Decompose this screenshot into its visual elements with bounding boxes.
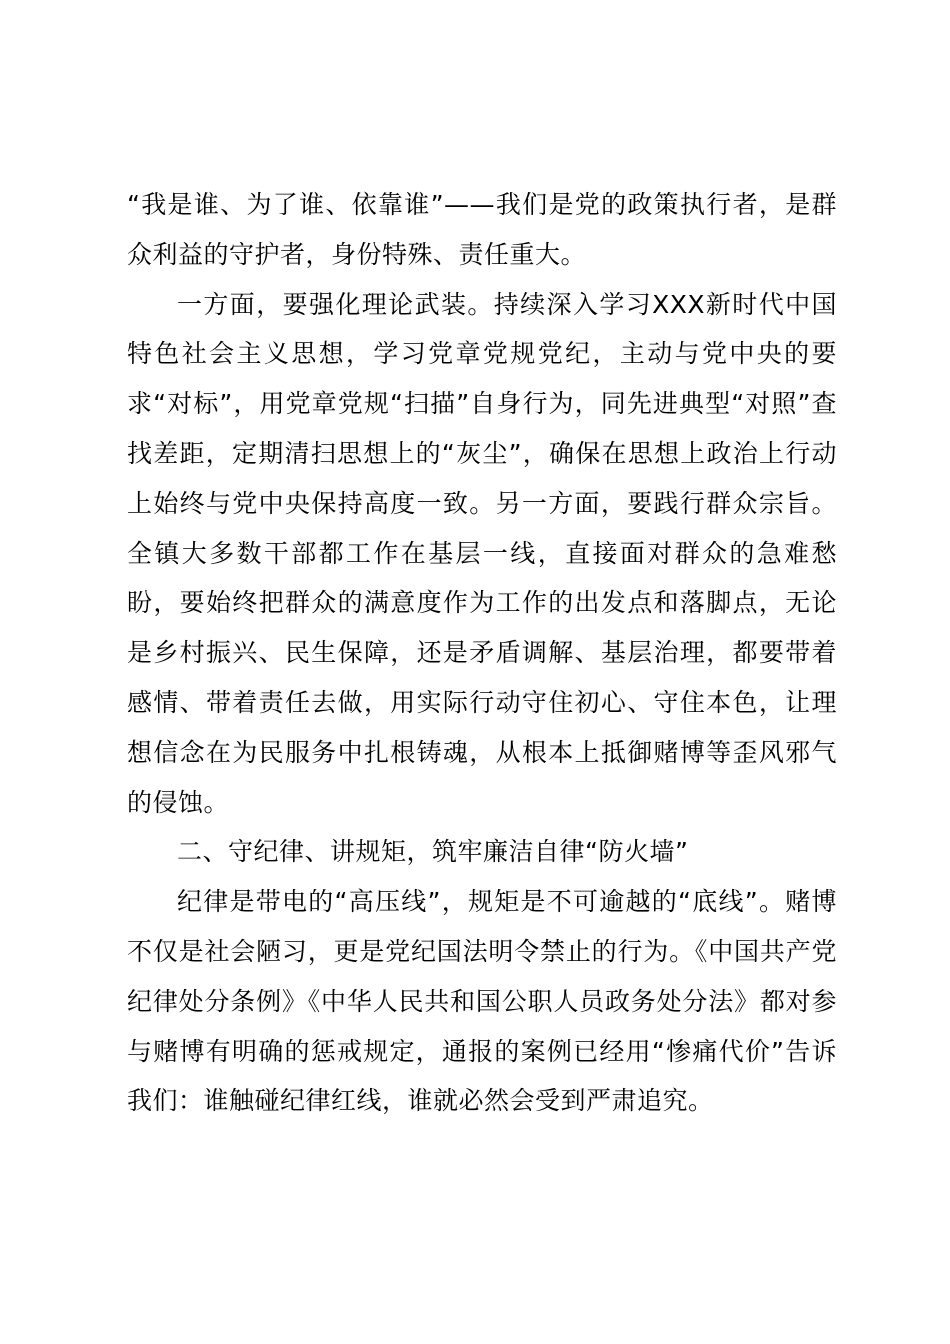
section-heading-discipline: 二、守纪律、讲规矩，筑牢廉洁自律“防火墙” xyxy=(177,837,689,867)
paragraph-theory-and-mission: 一方面，要强化理论武装。持续深入学习XXX新时代中国特色社会主义思想，学习党章党规党纪，主动与党中央的要求“对标”，用党章党规“扫描”自身行为，同先进典型“对照”查找差距，定期清扫思想上的“灰尘”，确保在思想上政治上行动上始终与党中央保持高度一致。另一方面，要践行群众宗旨。全镇大多数干部都工作在基层一线，直接面对群众的急难愁盼，要始终把群众的满意度作为工作的出发点和落脚点，无论是乡村振兴、民生保障，还是矛盾调解、基层治理，都要带着感情、带着责任去做，用实际行动守住初心、守住本色，让理想信念在为民服务中扎根铸魂，从根本上抵御赌博等歪风邪气的侵蚀。 xyxy=(127,289,837,817)
document-body xyxy=(127,180,837,1126)
paragraph-discipline-rules: 纪律是带电的“高压线”，规矩是不可逾越的“底线”。赌博不仅是社会陋习，更是党纪国法明令禁止的行为。《中国共产党纪律处分条例》《中华人民共和国公职人员政务处分法》都对参与赌博有明确的惩戒规定，通报的案例已经用“惨痛代价”告诉我们：谁触碰纪律红线，谁就必然会受到严肃追究。 xyxy=(127,887,837,1116)
paragraph-identity: “我是谁、为了谁、依靠谁”——我们是党的政策执行者，是群众利益的守护者，身份特殊、责任重大。 xyxy=(127,190,837,269)
